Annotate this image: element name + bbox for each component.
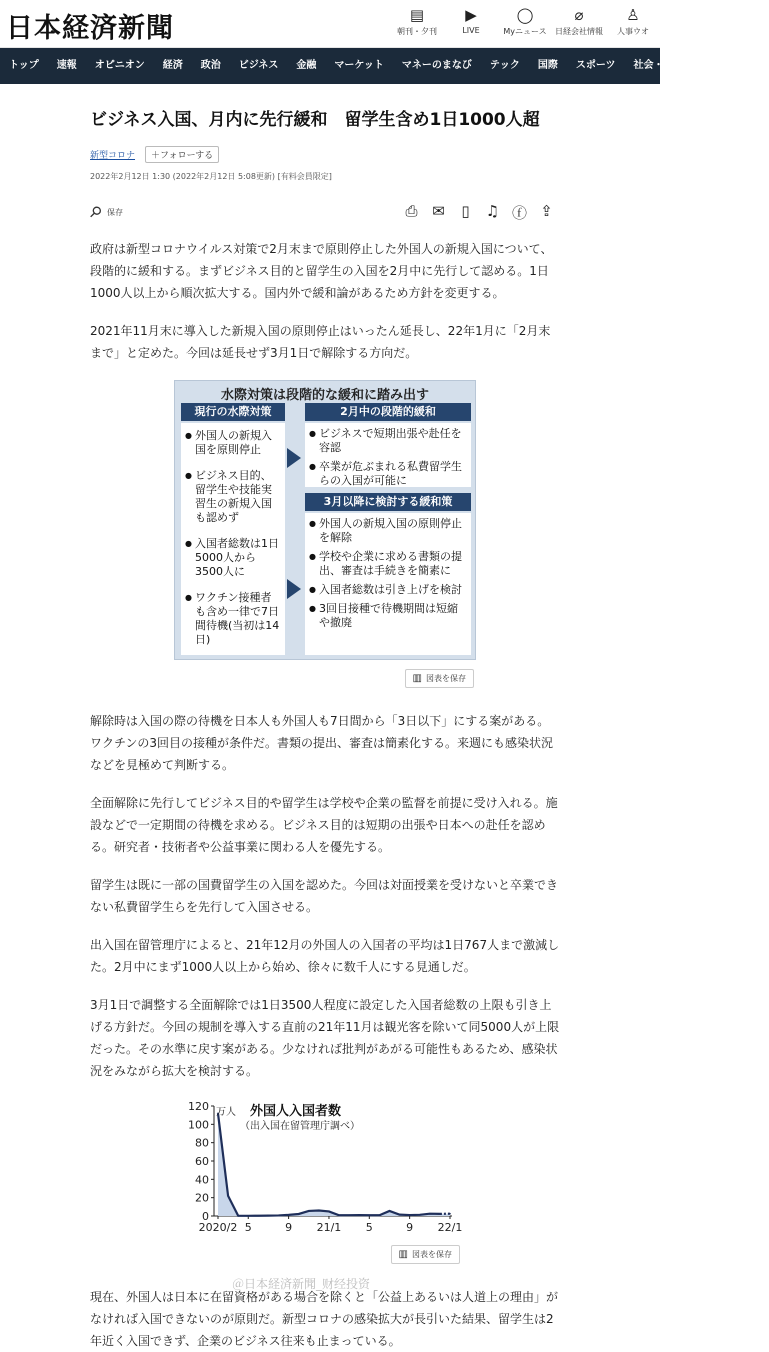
current-measures-panel [181,423,285,655]
data-point [247,1215,249,1217]
data-point [237,1215,239,1217]
current-measures-header: 現行の水際対策 [181,403,285,421]
user-icon: ◯ [498,4,552,26]
header-icon-label: 朝刊・夕刊 [397,27,437,36]
nav-item[interactable]: マーケット [325,48,393,84]
header-icon-label: Myニュース [503,27,546,36]
nav-item[interactable]: 地域 [693,48,731,84]
data-point [399,1214,401,1216]
chart-icon: ▥ [399,1249,408,1260]
figure-bullet-item: ● ビジネス目的、留学生や技能実習生の新規入国も認めず [185,469,281,525]
nav-item[interactable]: オピニオン [86,48,154,84]
nav-item[interactable]: 文化 [731,48,769,84]
nav-item[interactable]: トップ [0,48,48,84]
feb-easing-header: 2月中の段階的緩和 [305,403,471,421]
video-link[interactable] [444,4,498,37]
data-point [328,1211,330,1213]
mail-icon[interactable]: ✉ [425,202,452,223]
x-tick-label: 22/1 [438,1221,463,1234]
save-label: 保存 [107,207,123,218]
company-icon: ⌀ [552,4,606,26]
x-tick-label: 9 [406,1221,413,1234]
header-icon-label: 日経会社情報 [555,27,603,36]
nav-item[interactable]: 政治 [192,48,230,84]
y-tick-label: 80 [195,1137,209,1150]
data-point [419,1214,421,1216]
newspaper-icon: ▤ [390,4,444,26]
data-point [439,1213,441,1215]
figure-bullet-item: ● 入国者総数は1日5000人から3500人に [185,537,281,579]
header-icon-label: LIVE [462,26,479,35]
data-point [379,1214,381,1216]
y-tick-label: 0 [202,1210,209,1223]
nav-item[interactable]: 金融 [287,48,325,84]
newspaper-link[interactable] [390,4,444,37]
nav-item[interactable]: スポーツ [567,48,625,84]
data-point [369,1214,371,1216]
paperclip-icon: ⚲ [85,202,106,223]
figure-bullet-item: ● 学校や企業に求める書類の提出、審査は手続きを簡素に [309,550,467,578]
nav-item[interactable]: マネーのまなび [393,48,481,84]
data-point [227,1195,229,1197]
user-link[interactable] [498,4,552,37]
print-icon[interactable]: ⎙ [398,202,425,223]
paragraph: 全面解除に先行してビジネス目的や留学生は学校や企業の監督を前提に受け入れる。施設などで一定期間の待機を求める。ビジネス目的は短期の出張や日本への赴任を認める。研究者・技術者や公益事業に関わる人を優先する。 [90,792,560,858]
data-point [318,1210,320,1212]
data-point [338,1214,340,1216]
border-policy-figure [174,380,476,660]
figure-bullet-item: ● ワクチン接種者も含め一律で7日間待機(当初は14日) [185,591,281,647]
figure-bullet-item: ● 入国者総数は引き上げを検討 [309,583,467,597]
paragraph: 解除時は入国の際の待機を日本人も外国人も7日間から「3日以下」にする案がある。ワクチンの3回目の接種が条件だ。書類の提出、審査は簡素化する。来週にも感染状況などを見極めて判断する。 [90,710,560,776]
topic-tag-link[interactable]: 新型コロナ [90,148,135,161]
data-point [288,1214,290,1216]
paragraph: 現在、外国人は日本に在留資格がある場合を除くと「公益上あるいは人道上の理由」がなければ入国できないのが原則だ。新型コロナの感染拡大が長引いた結果、留学生は2年近く入国できず、企業のビジネス往来も止まっている。 [90,1286,560,1352]
chart-unit-label: 万人 [216,1103,236,1118]
data-point [278,1215,280,1217]
x-tick-label: 5 [366,1221,373,1234]
data-point [389,1210,391,1212]
watermark: ＠日本経済新聞_财经投资 [232,1275,370,1292]
company-link[interactable] [552,4,606,37]
save-figure-button[interactable] [405,669,474,688]
save-button[interactable] [90,203,123,221]
arrow-right-icon [287,448,301,468]
header-icons [390,4,660,37]
paragraph: 留学生は既に一部の国費留学生の入国を認めた。今回は対面授業を受けないと卒業できない私費留学生らを先行して入国させる。 [90,874,560,918]
x-tick-label: 5 [245,1221,252,1234]
figure-bullet-item: ● 3回目接種で待機期間は短縮や撤廃 [309,602,467,630]
data-point [348,1214,350,1216]
data-point [449,1213,451,1215]
chart-title: 外国人入国者数 [250,1100,341,1119]
main-nav [0,48,660,84]
data-point [308,1210,310,1212]
memo-icon[interactable]: ▯ [452,202,479,223]
chart-subtitle: （出入国在留管理庁調べ） [240,1117,360,1132]
x-tick-label: 2020/2 [199,1221,238,1234]
y-tick-label: 60 [195,1155,209,1168]
figure-bullet-item: ● 卒業が危ぶまれる私費留学生らの入国が可能に [309,460,467,488]
y-tick-label: 120 [188,1100,209,1113]
paragraph: 出入国在留管理庁によると、21年12月の外国人の入国者の平均は1日767人まで激減した。2月中にまず1000人以上から始め、徐々に数千人にする見通しだ。 [90,934,560,978]
data-point [429,1213,431,1215]
nav-item[interactable]: 経済 [154,48,192,84]
nav-item[interactable]: ビジネス [230,48,288,84]
nav-item[interactable]: 速報 [48,48,86,84]
header-icon-label: 人事ウオ [617,27,649,36]
data-point [358,1214,360,1216]
data-point [258,1215,260,1217]
figure-bullet-item: ● 外国人の新規入国を原則停止 [185,429,281,457]
site-logo[interactable]: 日本経済新聞 [6,6,174,45]
share-icon[interactable]: ⇪ [533,202,560,223]
chart-icon: ▥ [413,673,422,684]
site-header [0,0,660,48]
arrow-right-icon [287,579,301,599]
x-tick-label: 21/1 [317,1221,342,1234]
figure-bullet-item: ● ビジネスで短期出張や赴任を容認 [309,427,467,455]
y-tick-label: 40 [195,1173,209,1186]
video-icon: ▶ [444,4,498,26]
march-easing-panel [305,513,471,655]
article [90,84,560,1352]
paragraph: 3月1日で調整する全面解除では1日3500人程度に設定した入国者総数の上限も引き上げる方針だ。今回の規制を導入する直前の21年11月は観光客を除いて同5000人が上限だった。その水準に戻す案がある。少なければ批判があがる可能性もあるため、感染状況をみながら拡大を検討する。 [90,994,560,1082]
save-figure-button[interactable] [391,1245,460,1264]
march-easing-header: 3月以降に検討する緩和策 [305,493,471,511]
x-tick-label: 9 [285,1221,292,1234]
nav-item[interactable]: 国際 [529,48,567,84]
feb-easing-panel [305,423,471,487]
save-figure-label: 図表を保存 [426,673,466,684]
y-tick-label: 100 [188,1118,209,1131]
paragraph: 2021年11月末に導入した新規入国の原則停止はいったん延長し、22年1月に「2月末まで」と定めた。今回は延長せず3月1日で解除する方向だ。 [90,320,560,364]
data-point [409,1214,411,1216]
tag-row [90,146,560,163]
nav-item[interactable]: 社会・調査 [625,48,693,84]
figure-title: 水際対策は段階的な緩和に踏み出す [175,384,475,403]
save-figure-label: 図表を保存 [412,1249,452,1260]
figure-bullet-item: ● 外国人の新規入国の原則停止を解除 [309,517,467,545]
nav-item[interactable]: テック [481,48,529,84]
person-link[interactable] [606,4,660,37]
figure-save-row [90,1242,560,1264]
data-point [268,1215,270,1217]
entrants-chart [190,1098,460,1238]
y-tick-label: 20 [195,1192,209,1205]
person-icon: ♙ [606,4,660,26]
follow-button[interactable]: ＋フォローする [145,146,219,163]
data-point [298,1213,300,1215]
figure-save-row [90,666,560,688]
share-buttons [398,202,560,223]
article-toolbar [90,200,560,224]
twitter-icon[interactable]: ♫ [479,202,506,223]
facebook-icon[interactable]: ⓕ [506,202,533,223]
paragraph: 政府は新型コロナウイルス対策で2月末まで原則停止した外国人の新規入国について、段階的に緩和する。まずビジネス目的と留学生の入国を2月中に先行して認める。1日1000人以上から順次拡大する。国内外で緩和論があるため方針を変更する。 [90,238,560,304]
dateline: 2022年2月12日 1:30 (2022年2月12日 5:08更新) [有料会員限定] [90,171,560,182]
article-title: ビジネス入国、月内に先行緩和 留学生含め1日1000人超 [90,108,560,132]
